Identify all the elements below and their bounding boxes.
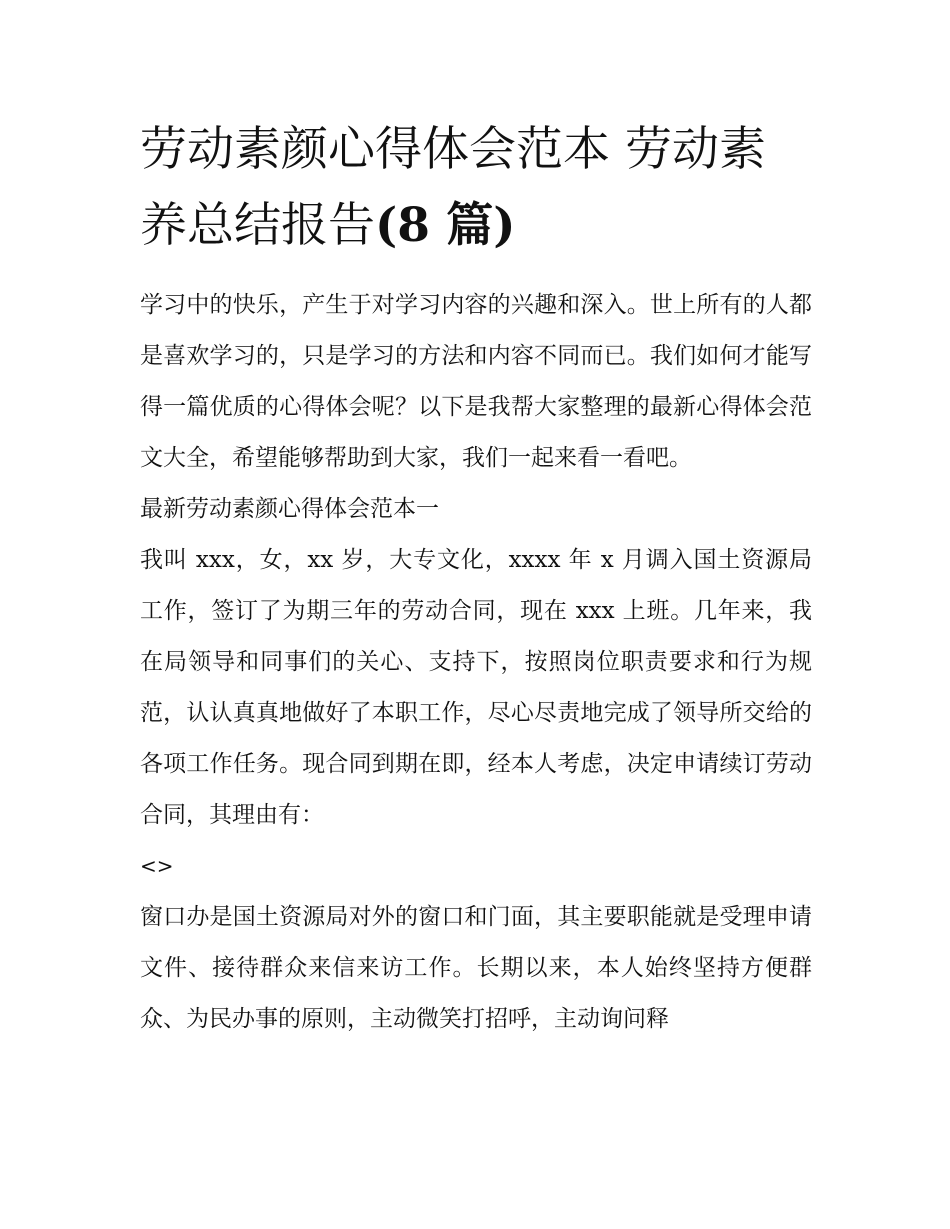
placeholder-marker: <>	[140, 854, 174, 878]
title-count: (8 篇)	[375, 198, 516, 253]
title-line-1: 劳动素颜心得体会范本 劳动素	[140, 122, 766, 177]
body-paragraph-2: 窗口办是国土资源局对外的窗口和门面，其主要职能就是受理申请文件、接待群众来信来访工作。长期以来，本人始终坚持方便群众、为民办事的原则，主动微笑打招呼，主动询问释	[140, 904, 812, 1032]
document-title	[140, 112, 812, 264]
title-line-2	[140, 188, 812, 264]
document-content	[140, 112, 812, 1045]
section-heading: 最新劳动素颜心得体会范本一	[140, 496, 439, 522]
title-line-2-text: 养总结报告	[140, 198, 375, 253]
intro-paragraph: 学习中的快乐，产生于对学习内容的兴趣和深入。世上所有的人都是喜欢学习的，只是学习的方法和内容不同而已。我们如何才能写得一篇优质的心得体会呢？以下是我帮大家整理的最新心得体会范文大全，希望能够帮助到大家，我们一起来看一看吧。	[140, 292, 812, 471]
body-paragraph-1: 我叫 xxx，女，xx 岁，大专文化，xxxx 年 x 月调入国土资源局工作，签订了为期三年的劳动合同，现在 xxx 上班。几年来，我在局领导和同事们的关心、支持下，按照岗位职责要求和行为规范，认认真真地做好了本职工作，尽心尽责地完成了领导所交给的各项工作任务。现合同到期在即，经本人考虑，决定申请续订劳动合同，其理由有：	[140, 547, 812, 828]
